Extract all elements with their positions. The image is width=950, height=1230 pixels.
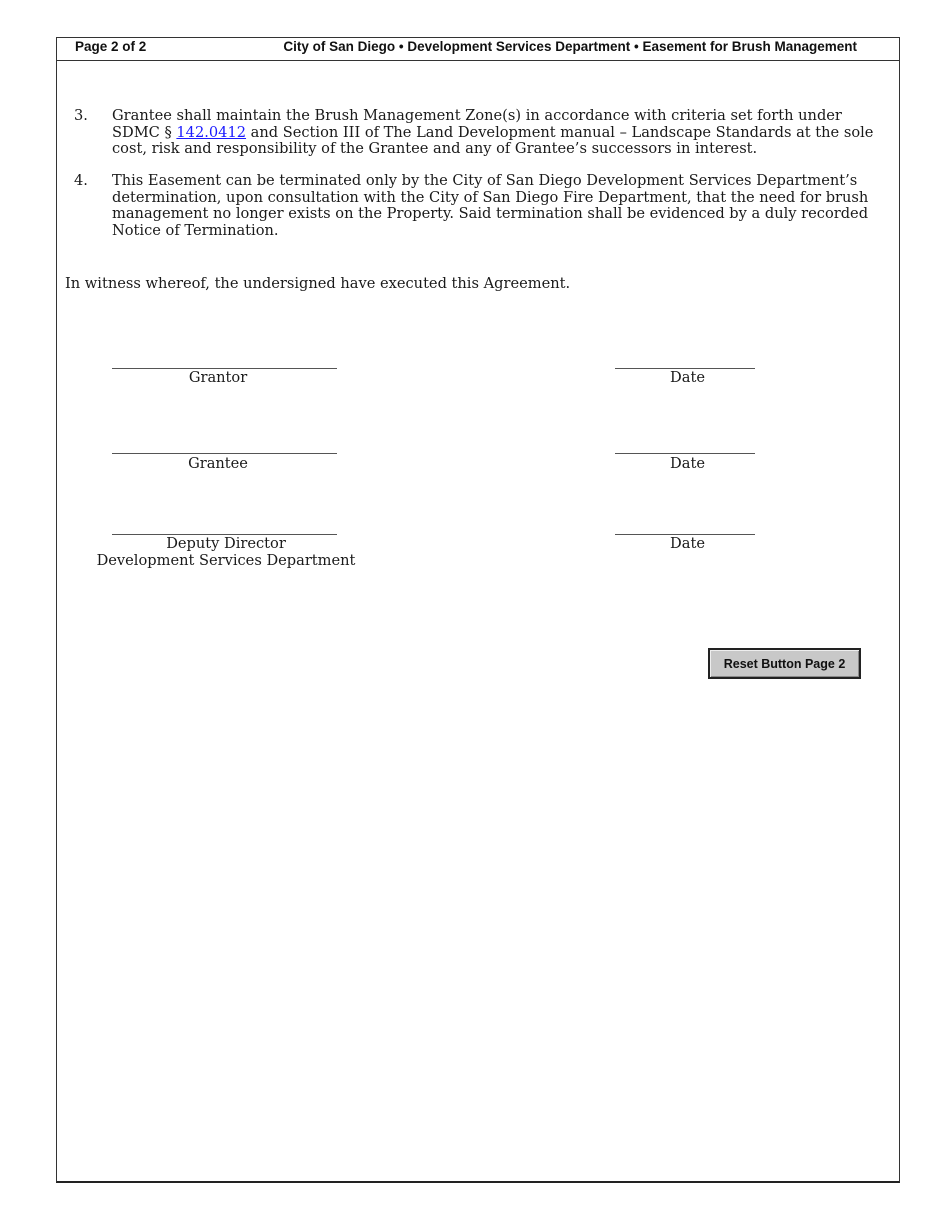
reset-page-2-button[interactable]: Reset Button Page 2 bbox=[708, 648, 861, 679]
document-title: City of San Diego • Development Services Department • Easement for Brush Management bbox=[283, 39, 857, 54]
witness-statement: In witness whereof, the undersigned have executed this Agreement. bbox=[65, 275, 571, 292]
deputy-title: Deputy Director bbox=[166, 535, 286, 552]
clause-text-part: Grantee shall maintain the Brush Management Zone(s) in accordance with criteria set forth under SDMC § bbox=[112, 107, 842, 141]
sdmc-link[interactable]: 142.0412 bbox=[176, 123, 247, 141]
grantor-label: Grantor bbox=[188, 369, 248, 386]
deputy-department: Development Services Department bbox=[96, 551, 356, 569]
grantee-date-line bbox=[615, 453, 755, 454]
clause-text-part: and Section III of The Land Development manual – Landscape Standards at the sole cost, risk and responsibility of the Grantee and any of Grantee’s successors in interest. bbox=[112, 123, 874, 158]
clause-text: This Easement can be terminated only by the City of San Diego Development Services Department’s determination, upon consultation with the City of San Diego Fire Department, that the need for brush management no longer exists on the Property. Said termination shall be evidenced by a duly recorded Notice of Termination. bbox=[112, 172, 869, 239]
page-number: Page 2 of 2 bbox=[75, 39, 147, 54]
clause-text bbox=[112, 108, 894, 158]
page-header bbox=[57, 38, 899, 61]
grantor-date-label: Date bbox=[670, 369, 705, 386]
clause-number: 3. bbox=[74, 107, 88, 124]
deputy-date-label: Date bbox=[670, 535, 705, 552]
grantee-signature-line bbox=[112, 453, 337, 454]
grantee-date-label: Date bbox=[670, 455, 705, 472]
deputy-label bbox=[90, 536, 362, 569]
clause-number: 4. bbox=[74, 172, 88, 189]
grantee-label: Grantee bbox=[188, 455, 248, 472]
